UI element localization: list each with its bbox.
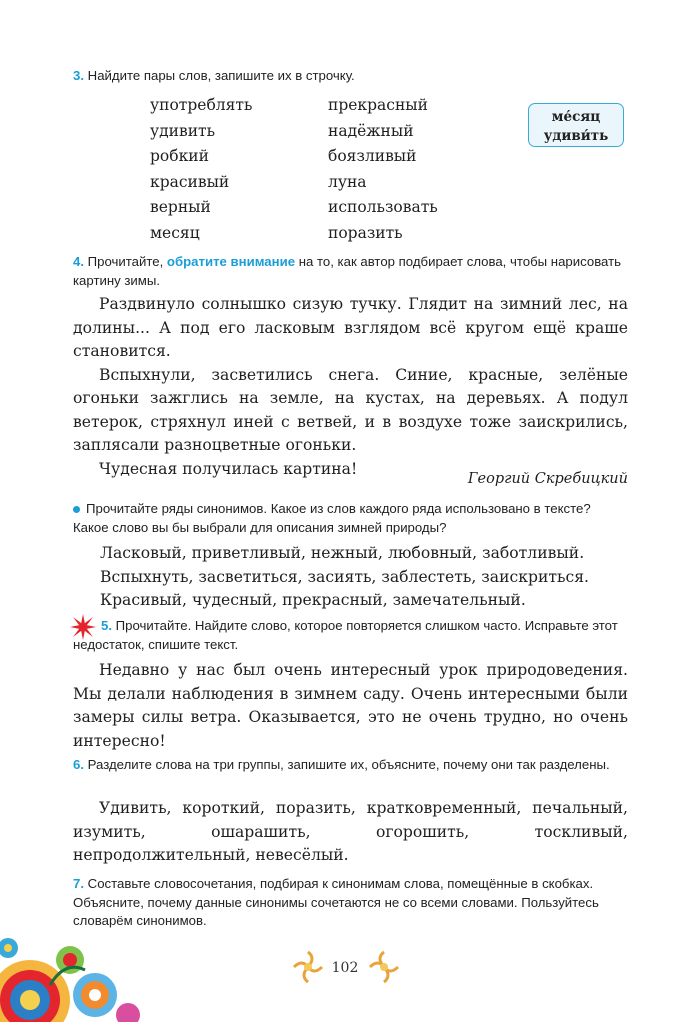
word-pair-row [150, 173, 528, 199]
word-pair-row [150, 147, 528, 173]
author-name: Георгий Скребицкий [467, 471, 628, 487]
task-6-text [73, 797, 628, 868]
paragraph: Недавно у нас был очень интересный урок природоведения. Мы делали наблюдения в зимнем саду. Очень интересными были замеры силы ветра. Оказывается, это не очень трудно, но очень интересно! [73, 661, 628, 750]
page-number: 102 [331, 960, 359, 976]
left-ornament-icon [290, 950, 326, 984]
instruction-text: на то, как автор подбирает слова, чтобы нарисовать картину зимы. [73, 254, 622, 288]
word-right: прекрасный [328, 96, 428, 114]
task-number: 4. [73, 254, 84, 269]
word-left: красивый [150, 172, 230, 191]
word-left: употреблять [150, 96, 253, 114]
synonym-row: Ласковый, приветливый, нежный, любовный, заботливый. [100, 544, 585, 562]
word-left: удивить [150, 121, 216, 140]
task-4-instruction [73, 253, 629, 290]
task-7-instruction [73, 875, 629, 931]
synonym-row: Красивый, чудесный, прекрасный, замечательный. [100, 591, 526, 609]
bullet-icon [73, 506, 80, 513]
task-number: 3. [73, 68, 84, 83]
word-left: месяц [150, 223, 200, 242]
word-pair-row [150, 96, 528, 122]
paragraph: Чудесная получилась картина! [99, 459, 358, 478]
synonym-row: Вспыхнуть, засветиться, засиять, заблестеть, заискриться. [100, 567, 589, 586]
word-right: надёжный [328, 121, 414, 140]
instruction-text: Прочитайте, [87, 254, 164, 269]
word-right: поразить [328, 223, 403, 242]
paragraph: Удивить, короткий, поразить, кратковременный, печальный, изумить, ошарашить, огорошить, тоскливый, непродолжительный, невесёлый. [73, 799, 628, 864]
hint-word: удиви́ть [543, 128, 609, 144]
right-ornament-icon [366, 950, 402, 984]
word-right: боязливый [328, 147, 417, 166]
task-5-instruction [73, 617, 629, 654]
synonym-rows [100, 542, 630, 613]
bullet-instruction [73, 500, 629, 537]
word-left: робкий [150, 147, 209, 166]
instruction-text: Составьте словосочетания, подбирая к синонимам слова, помещённые в скобках. Объясните, почему данные синонимы сочетаются не со всеми словами. Пользуйтесь словарём синонимов. [73, 876, 599, 928]
word-left: верный [150, 198, 211, 217]
instruction-highlight: обратите внимание [166, 254, 296, 269]
task-6-instruction [73, 756, 629, 775]
task-5-text [73, 659, 628, 753]
word-right: использовать [328, 198, 438, 217]
instruction-text: Разделите слова на три группы, запишите их, объясните, почему они так разделены. [87, 757, 610, 772]
word-pair-row [150, 198, 528, 224]
paragraph: Раздвинуло солнышко сизую тучку. Глядит на зимний лес, на долины... А под его ласковым взглядом всё кругом ещё краше становится. [73, 295, 628, 360]
task-3-instruction [73, 67, 629, 86]
word-pair-row [150, 122, 528, 148]
task-number: 7. [73, 876, 84, 891]
floral-ornament-icon [0, 890, 150, 1022]
hint-word: ме́сяц [551, 109, 601, 125]
instruction-text: Прочитайте ряды синонимов. Какое из слов каждого ряда использовано в тексте? Какое слово вы бы выбрали для описания зимней природы? [73, 501, 591, 535]
instruction-text: Найдите пары слов, запишите их в строчку. [87, 68, 355, 83]
word-right: луна [328, 172, 367, 191]
instruction-text: Прочитайте. Найдите слово, которое повторяется слишком часто. Исправьте этот недостаток, спишите текст. [73, 618, 618, 652]
task-number: 5. [101, 618, 112, 633]
task-number: 6. [73, 757, 84, 772]
word-pairs-table [150, 96, 528, 250]
paragraph: Вспыхнули, засветились снега. Синие, красные, зелёные огоньки зажглись на земле, на кустах, на деревьях. А подул ветерок, стряхнул иней с ветвей, и в воздухе тоже заискрились, заплясали разноцветные огоньки. [73, 365, 628, 454]
reading-text [73, 293, 628, 481]
stress-hint-box [528, 103, 624, 147]
word-pair-row [150, 224, 528, 250]
